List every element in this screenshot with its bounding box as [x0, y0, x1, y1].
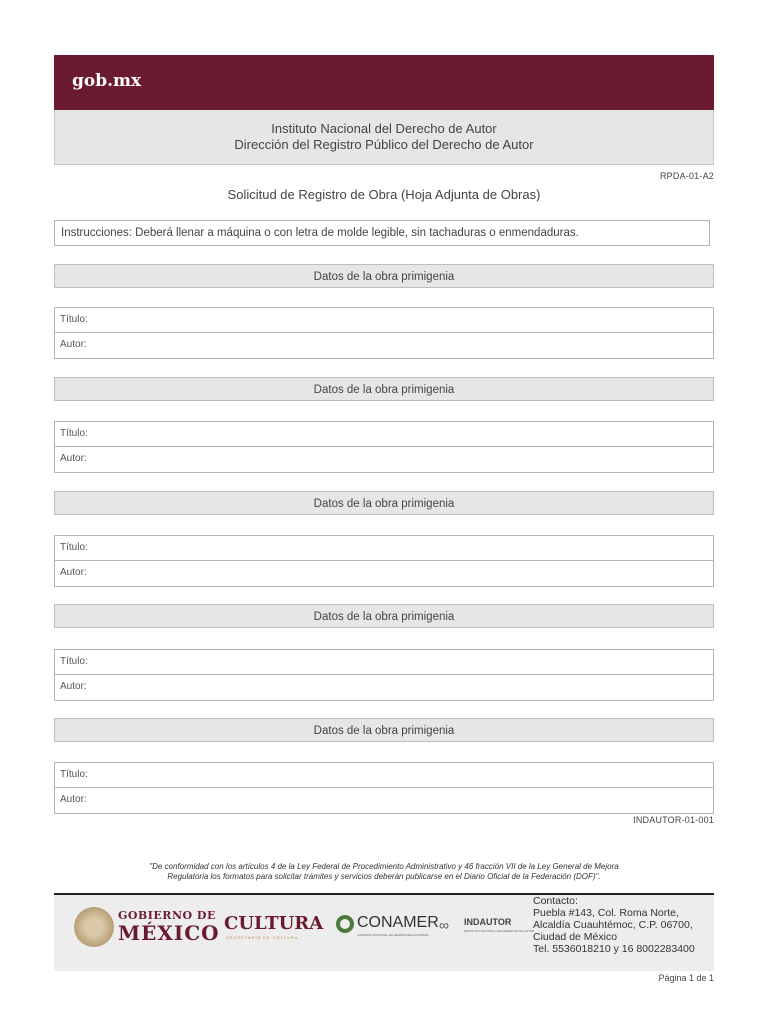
section-heading: Datos de la obra primigenia [54, 264, 714, 288]
autor-field[interactable]: Autor: [54, 561, 714, 587]
cultura-logo: CULTURA [224, 913, 324, 934]
legal-line-2: Regulatoria los formatos para solicitar trámites y servicios deberán publicarse en el Diario Oficial de la Federación (DOF)". [167, 872, 601, 881]
section-heading: Datos de la obra primigenia [54, 491, 714, 515]
contact-line: Ciudad de México [533, 931, 618, 943]
legal-note [54, 862, 714, 882]
titulo-field[interactable]: Título: [54, 421, 714, 447]
section-obra-2 [54, 377, 714, 473]
indautor-logo: INDAUTOR [464, 917, 512, 927]
contact-line: Puebla #143, Col. Roma Norte, [533, 907, 679, 919]
indautor-code: INDAUTOR-01-001 [633, 815, 714, 825]
titulo-field[interactable]: Título: [54, 649, 714, 675]
indautor-subtitle: INSTITUTO NACIONAL DEL DERECHO DE AUTOR [464, 929, 535, 933]
institution-box [54, 110, 714, 165]
autor-field[interactable]: Autor: [54, 788, 714, 814]
institution-name: Instituto Nacional del Derecho de Autor [271, 121, 497, 136]
header-bar [54, 55, 714, 110]
gobierno-logo-line1: GOBIERNO DE [118, 909, 216, 922]
form-title: Solicitud de Registro de Obra (Hoja Adjunta de Obras) [227, 187, 541, 202]
mexico-seal-icon [74, 907, 114, 947]
contact-info [533, 895, 695, 955]
contact-line: Contacto: [533, 895, 578, 907]
section-obra-4 [54, 604, 714, 701]
directorate-name: Dirección del Registro Público del Derecho de Autor [234, 137, 534, 152]
conamer-icon [336, 915, 354, 933]
section-obra-5 [54, 718, 714, 814]
titulo-field[interactable]: Título: [54, 535, 714, 561]
section-obra-3 [54, 491, 714, 587]
autor-field[interactable]: Autor: [54, 675, 714, 701]
autor-field[interactable]: Autor: [54, 333, 714, 359]
gobierno-logo-line2: MÉXICO [118, 921, 220, 945]
section-heading: Datos de la obra primigenia [54, 604, 714, 628]
section-heading: Datos de la obra primigenia [54, 377, 714, 401]
contact-line: Tel. 5536018210 y 16 8002283400 [533, 943, 695, 955]
section-heading: Datos de la obra primigenia [54, 718, 714, 742]
conamer-logo: CONAMER [357, 914, 439, 931]
footer-logos [54, 893, 714, 971]
autor-field[interactable]: Autor: [54, 447, 714, 473]
contact-line: Alcaldía Cuauhtémoc, C.P. 06700, [533, 919, 693, 931]
gobmx-logo[interactable]: gob.mx [72, 71, 142, 91]
legal-line-1: "De conformidad con los artículos 4 de la Ley Federal de Procedimiento Administrativo y 46 fracción VII de la Ley General de Mejora [149, 862, 619, 871]
form-code: RPDA-01-A2 [659, 171, 714, 181]
section-obra-1 [54, 264, 714, 359]
indautor-icon: ∞ [439, 917, 449, 933]
conamer-subtitle: COMISIÓN NACIONAL DE MEJORA REGULATORIA [357, 933, 429, 937]
instructions-box: Instrucciones: Deberá llenar a máquina o con letra de molde legible, sin tachaduras o enmendaduras. [54, 220, 710, 246]
page-number: Página 1 de 1 [658, 973, 714, 983]
cultura-subtitle: SECRETARÍA DE CULTURA [226, 935, 299, 940]
titulo-field[interactable]: Título: [54, 307, 714, 333]
titulo-field[interactable]: Título: [54, 762, 714, 788]
